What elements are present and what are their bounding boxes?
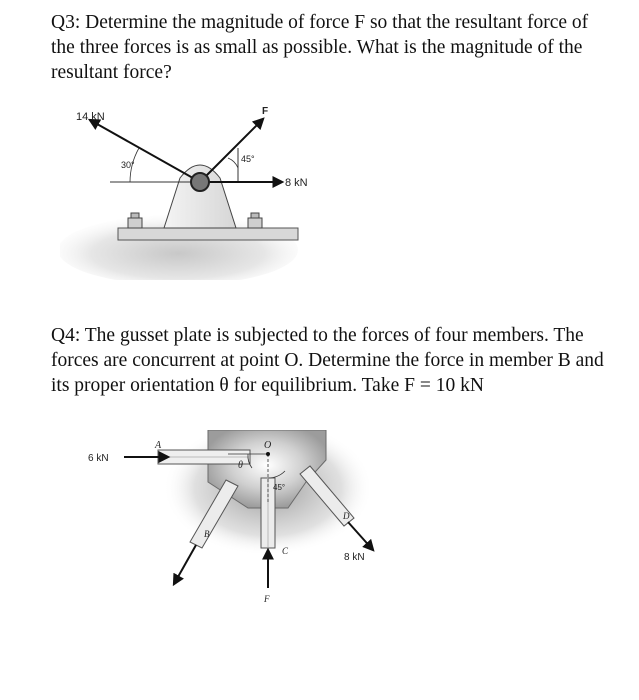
- q3-pin: [191, 173, 209, 191]
- q4-label-8kn: 8 kN: [344, 552, 365, 563]
- q4-label-d: D: [343, 511, 350, 521]
- q4-label-a: A: [155, 440, 162, 451]
- q3-bolt-right: [248, 213, 262, 228]
- q4-label-45deg: 45°: [273, 483, 286, 492]
- q4-label-6kn: 6 kN: [88, 453, 109, 464]
- q3-angle-arc-right: [228, 158, 238, 168]
- q3-label-14kn: 14 kN: [76, 111, 105, 123]
- q4-label-o: O: [264, 440, 272, 451]
- q3-force-14kn-arrow: [90, 120, 200, 182]
- q3-label-f: F: [262, 106, 269, 117]
- q3-question-text: Q3: Determine the magnitude of force F so that the resultant force of the three forces is as small as possible. What is the magnitude of the resultant force?: [51, 12, 589, 83]
- q3-base-plate: [118, 228, 298, 240]
- q4-label-theta: θ: [238, 460, 243, 471]
- q3-label-45deg: 45°: [241, 154, 255, 164]
- q3-label-30deg: 30°: [121, 160, 135, 170]
- q3-force-f-arrow: [200, 119, 263, 182]
- q4-point-o: [266, 452, 270, 456]
- q4-force-8kn-arrow: [348, 522, 373, 550]
- q3-label-8kn: 8 kN: [285, 177, 308, 189]
- q4-figure: [78, 430, 398, 610]
- q3-figure: [60, 100, 330, 280]
- q3-bolt-left: [128, 213, 142, 228]
- q4-member-a: [158, 450, 250, 464]
- q4-question-text: Q4: The gusset plate is subjected to the forces of four members. The forces are concurrent at point O. Determine the force in member B and its proper orientation θ for equilibrium. Take F = 10 kN: [51, 325, 604, 396]
- q4-label-b: B: [204, 529, 210, 539]
- q4-label-c: C: [282, 546, 289, 556]
- q4-force-b-arrow: [174, 545, 196, 584]
- q4-label-f: F: [264, 594, 270, 604]
